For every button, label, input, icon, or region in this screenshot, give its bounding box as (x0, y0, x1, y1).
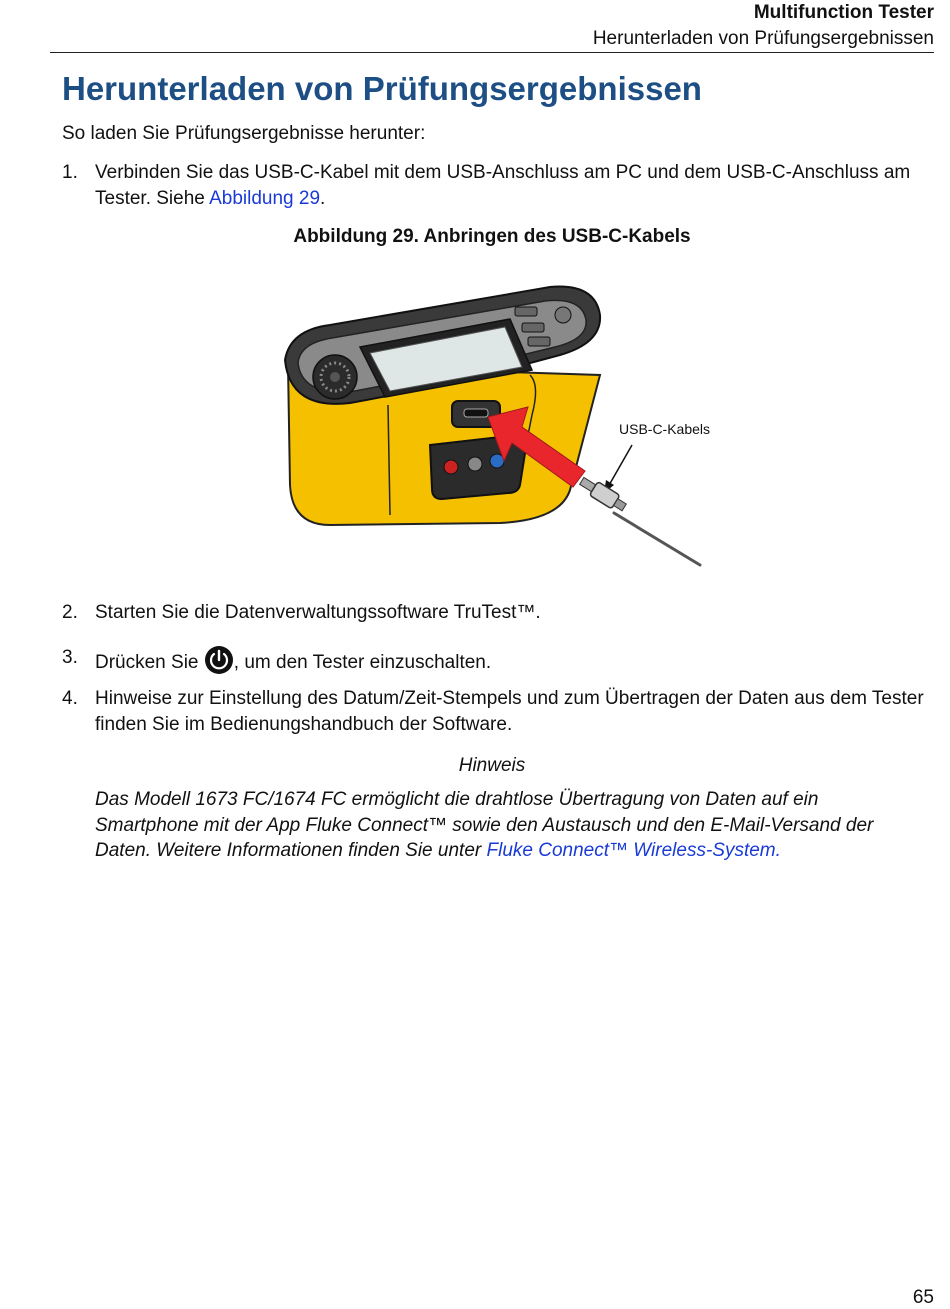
step-1 (62, 160, 934, 212)
figure-callout: USB-C-Kabels (619, 421, 711, 437)
step-number: 1. (62, 162, 78, 183)
step-body (95, 160, 934, 212)
header-rule (50, 52, 934, 53)
step-text: Hinweise zur Einstellung des Datum/Zeit-Stempels und zum Übertragen der Daten aus dem Tester finden Sie im Bedienungshandbuch der Software. (95, 688, 924, 735)
power-button-icon (204, 645, 234, 675)
header-section: Herunterladen von Prüfungsergebnissen (592, 28, 934, 49)
intro-text: So laden Sie Prüfungsergebnisse herunter: (62, 123, 426, 144)
note-link[interactable]: Fluke Connect™ Wireless-System. (486, 840, 781, 861)
figure-link[interactable]: Abbildung 29 (209, 188, 321, 209)
step-text: Drücken Sie (95, 652, 204, 673)
step-text: Verbinden Sie das USB-C-Kabel mit dem USB-Anschluss am PC und dem USB-C-Anschluss am Tester. Siehe (95, 162, 911, 209)
note-text: Das Modell 1673 FC/1674 FC ermöglicht die drahtlose Übertragung von Daten auf ein Smartphone mit der App Fluke Connect™ sowie den Austausch und den E-Mail-Versand der Daten. Weitere Informationen finden Sie unter (95, 789, 874, 861)
step-2 (62, 600, 934, 626)
step-text-end: . (320, 188, 326, 209)
step-body (95, 645, 934, 676)
running-header (593, 0, 934, 52)
page-title: Herunterladen von Prüfungsergebnissen (62, 70, 702, 107)
step-number: 2. (62, 602, 78, 623)
step-number: 3. (62, 647, 78, 668)
step-text-end: , um den Tester einzuschalten. (233, 652, 492, 673)
page-number: 65 (912, 1287, 934, 1308)
step-number: 4. (62, 688, 78, 709)
header-product: Multifunction Tester (753, 2, 934, 23)
note-body (95, 787, 895, 864)
step-text: Starten Sie die Datenverwaltungssoftware TruTest™. (95, 602, 541, 623)
figure-caption: Abbildung 29. Anbringen des USB-C-Kabels (293, 226, 691, 247)
step-4 (62, 686, 934, 738)
note-title: Hinweis (458, 755, 526, 776)
step-3 (62, 645, 934, 676)
